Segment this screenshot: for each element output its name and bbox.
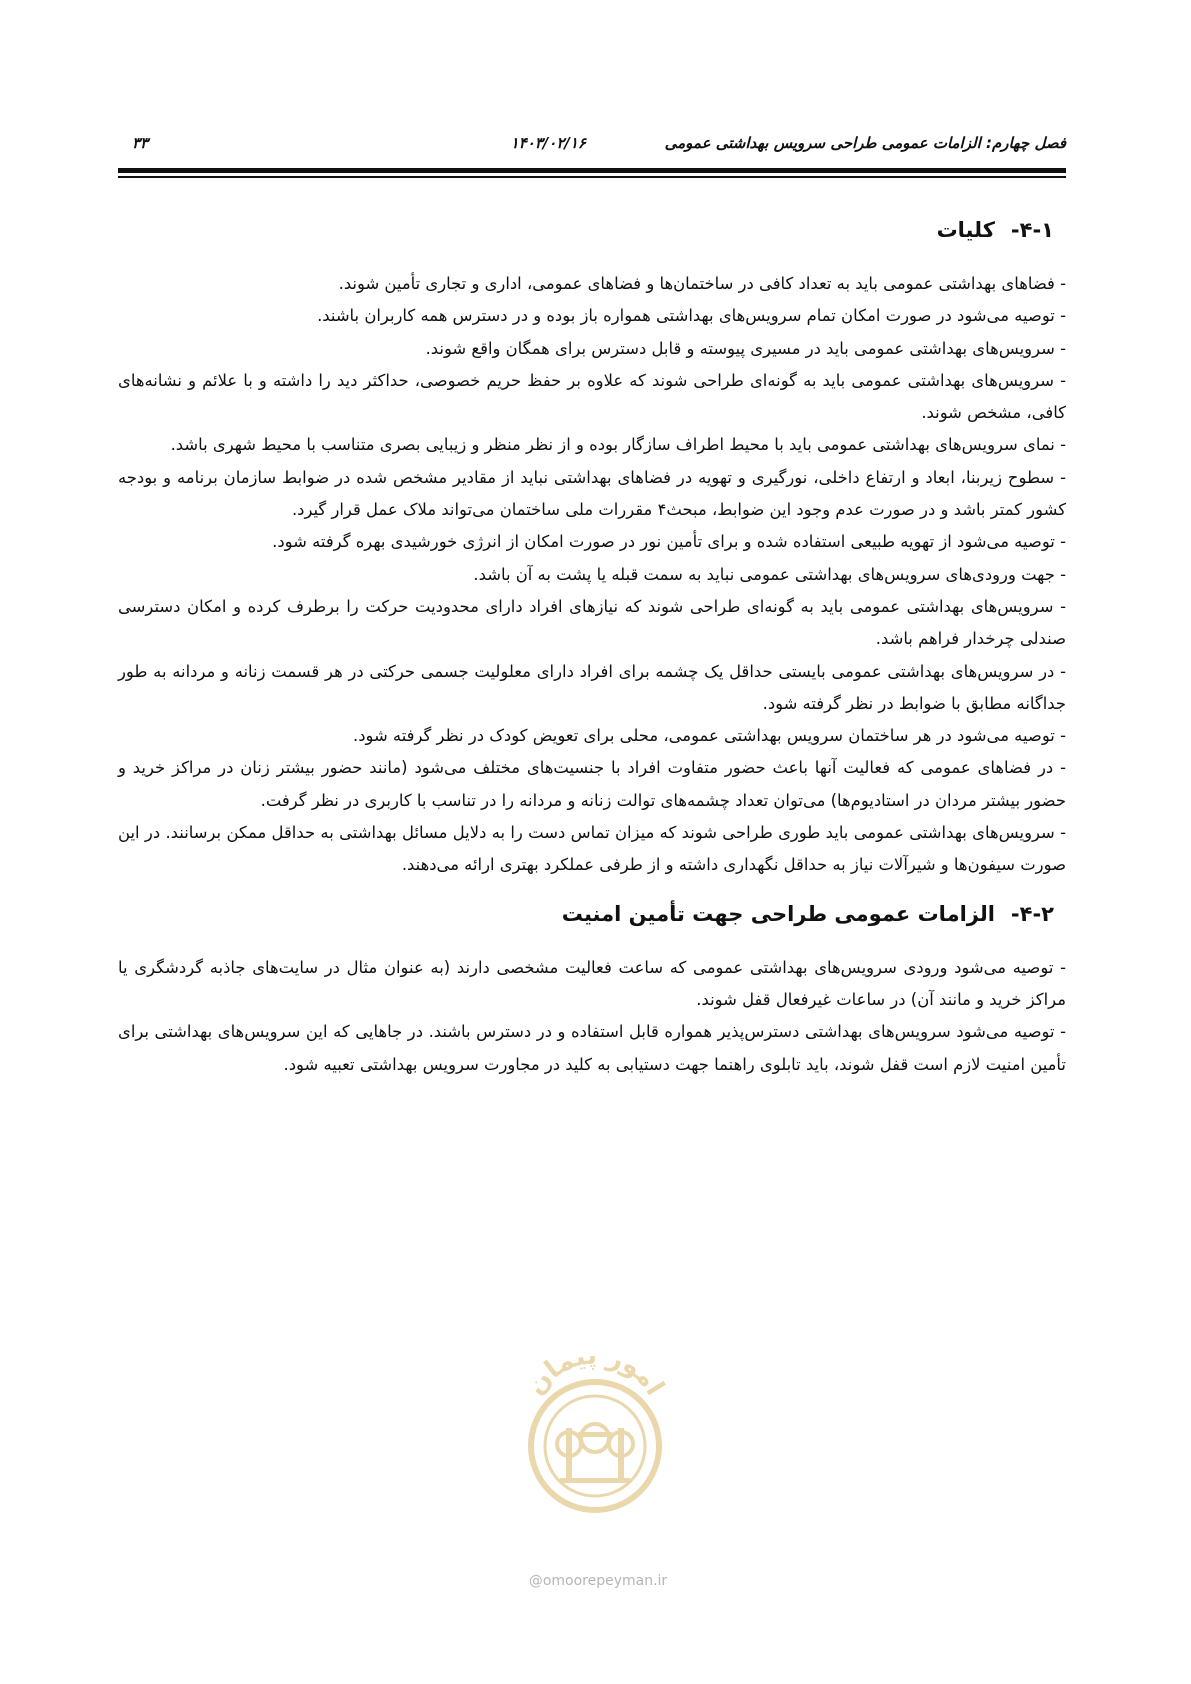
paragraph: - سرویس‌های بهداشتی عمومی باید به گونه‌ای طراحی شوند که علاوه بر حفظ حریم خصوصی، حداکثر دید را داشته و با علائم و نشانه‌های کافی، مشخص شوند.: [118, 370, 1066, 423]
header-rule-thin: [118, 176, 1066, 178]
section-number: ۴-۱-: [1010, 218, 1054, 242]
page-number: ۳۳: [132, 134, 149, 152]
paragraph: - سرویس‌های بهداشتی عمومی باید در مسیری پیوسته و قابل دسترس برای همگان واقع شوند.: [425, 338, 1066, 358]
watermark-logo: [500, 1328, 690, 1518]
paragraph: - نمای سرویس‌های بهداشتی عمومی باید با محیط اطراف سازگار بوده و از نظر منظر و زیبایی بصری متناسب با محیط شهری باشد.: [170, 435, 1066, 455]
watermark-text: امور پیمان: [520, 1340, 670, 1401]
paragraph: - در فضاهای عمومی که فعالیت آنها باعث حضور متفاوت افراد با جنسیت‌های مختلف می‌شود (مانند حضور بیشتر زنان در مراکز خرید و حضور بیشتر مردان در استادیوم‌ها) می‌توان تعداد چشمه‌های توالت زنانه و مردانه را در تناسب با کاربری در نظر گرفت.: [118, 758, 1066, 810]
paragraph: - سرویس‌های بهداشتی عمومی باید طوری طراحی شوند که میزان تماس دست را به دلایل مسائل بهداشتی به حداقل ممکن برسانند. در این صورت سیفون‌ها و شیرآلات نیاز به حداقل نگهداری داشته و از طرفی عملکرد بهتری ارائه می‌دهند.: [118, 823, 1066, 875]
watermark-url: @omoorepeyman.ir: [528, 1573, 668, 1589]
section-number: ۴-۲-: [1010, 901, 1054, 926]
paragraph: - توصیه می‌شود ورودی سرویس‌های بهداشتی عمومی که ساعت فعالیت مشخصی دارند (به عنوان مثال در سایت‌های جاذبه گردشگری یا مراکز خرید و مانند آن) در ساعات غیرفعال قفل شوند.: [118, 957, 1066, 1009]
paragraph: - سرویس‌های بهداشتی عمومی باید به گونه‌ای طراحی شوند که نیازهای افراد دارای محدودیت حرکت را برطرف کرده و امکان دسترسی صندلی چرخدار فراهم باشد.: [118, 596, 1066, 649]
section-heading: [118, 898, 1054, 930]
paragraph: - سطوح زیربنا، ابعاد و ارتفاع داخلی، نورگیری و تهویه در فضاهای بهداشتی نباید از مقادیر مشخص شده در ضوابط سازمان برنامه و بودجه کشور کمتر باشد و در صورت عدم وجود این ضوابط، مبحث۴ مقررات ملی ساختمان می‌تواند ملاک عمل قرار گیرد.: [118, 467, 1066, 520]
section-title-text: کلیات: [936, 218, 995, 242]
section-heading: [118, 214, 1054, 246]
header-rule-thick: [118, 168, 1066, 173]
paragraph: - جهت ورودی‌های سرویس‌های بهداشتی عمومی نباید به سمت قبله یا پشت به آن باشد.: [473, 564, 1066, 584]
paragraph: - توصیه می‌شود سرویس‌های بهداشتی دسترس‌پذیر همواره قابل استفاده و در دسترس باشند. در جاهایی که این سرویس‌های بهداشتی برای تأمین امنیت لازم است قفل شوند، باید تابلوی راهنما جهت دستیابی به کلید در مجاورت سرویس بهداشتی تعبیه شود.: [118, 1022, 1066, 1074]
paragraph: - توصیه می‌شود در هر ساختمان سرویس بهداشتی عمومی، محلی برای تعویض کودک در نظر گرفته شود.: [353, 726, 1066, 746]
paragraph: - فضاهای بهداشتی عمومی باید به تعداد کافی در ساختمان‌ها و فضاهای عمومی، اداری و تجاری تأمین شوند.: [338, 274, 1066, 293]
section-title-text: الزامات عمومی طراحی جهت تأمین امنیت: [561, 901, 995, 926]
paragraph: - توصیه می‌شود از تهویه طبیعی استفاده شده و برای تأمین نور در صورت امکان از انرژی خورشیدی بهره گرفته شود.: [272, 532, 1066, 552]
paragraph: - در سرویس‌های بهداشتی عمومی بایستی حداقل یک چشمه برای افراد دارای معلولیت جسمی حرکتی در هر قسمت زنانه و مردانه به طور جداگانه مطابق با ضوابط در نظر گرفته شود.: [118, 661, 1066, 713]
page-header: [118, 128, 1066, 158]
document-body: [118, 214, 1066, 1081]
paragraph: - توصیه می‌شود در صورت امکان تمام سرویس‌های بهداشتی همواره باز بوده و در دسترس همه کاربران باشند.: [317, 306, 1066, 326]
chapter-title: فصل چهارم: الزامات عمومی طراحی سرویس بهداشتی عمومی: [664, 134, 1066, 152]
header-date: ۱۴۰۳/۰۲/۱۶: [510, 134, 586, 152]
